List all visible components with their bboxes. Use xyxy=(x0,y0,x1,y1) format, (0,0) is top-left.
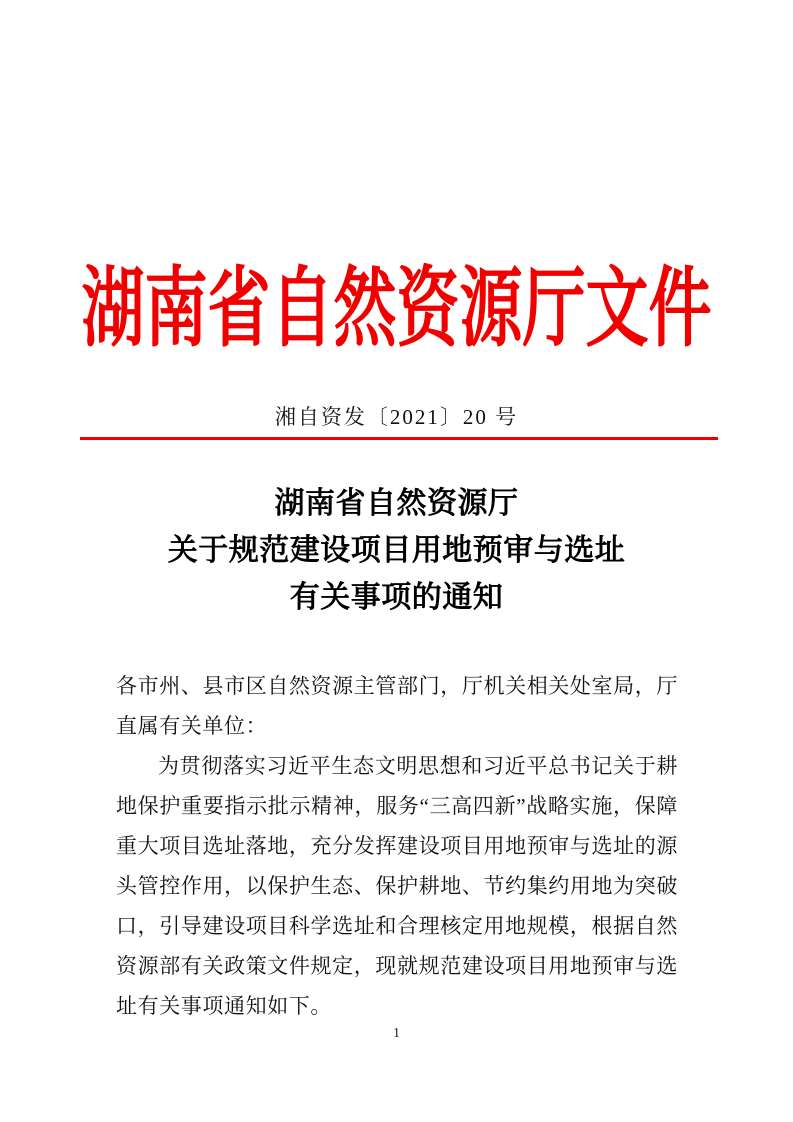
document-body xyxy=(116,666,678,1026)
doc-title-line-3: 有关事项的通知 xyxy=(289,581,504,614)
page-number: 1 xyxy=(393,1026,400,1041)
salutation: 各市州、县市区自然资源主管部门，厅机关相关处室局，厅直属有关单位： xyxy=(116,674,678,738)
doc-title-line-1: 湖南省自然资源厅 xyxy=(274,487,519,520)
red-divider-line xyxy=(80,437,718,440)
doc-title-line-2: 关于规范建设项目用地预审与选址 xyxy=(167,534,626,567)
doc-number: 湘自资发〔2021〕20 号 xyxy=(274,405,519,429)
agency-banner-title: 湖南省自然资源厅文件 xyxy=(81,260,712,358)
body-paragraph: 为贯彻落实习近平生态文明思想和习近平总书记关于耕地保护重要指示批示精神，服务“三高四新”战略实施，保障重大项目选址落地，充分发挥建设项目用地预审与选址的源头管控作用，以保护生态、保护耕地、节约集约用地为突破口，引导建设项目科学选址和合理核定用地规模，根据自然资源部有关政策文件规定，现就规范建设项目用地预审与选址有关事项通知如下。 xyxy=(116,754,678,1018)
doc-title xyxy=(0,480,793,621)
